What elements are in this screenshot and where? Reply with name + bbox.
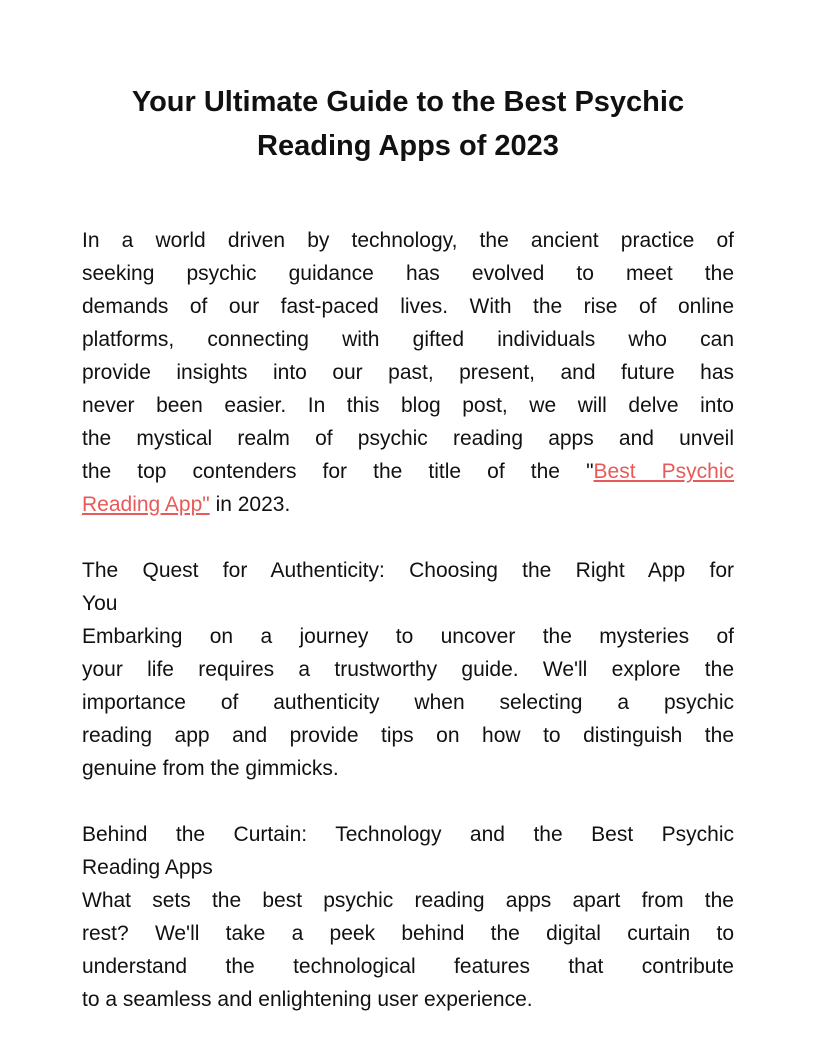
text-line: to a seamless and enlightening user experience.	[82, 988, 533, 1011]
text-line: rest? We'll take a peek behind the digital curtain to	[82, 922, 734, 945]
text-line	[82, 455, 734, 488]
text-segment: in 2023.	[209, 493, 291, 516]
intro-paragraph	[82, 224, 734, 521]
section-heading-line: Reading Apps	[82, 856, 213, 879]
page-title	[60, 80, 756, 168]
section-heading-line: The Quest for Authenticity: Choosing the Right App for	[82, 559, 734, 582]
text-line: In a world driven by technology, the ancient practice of	[82, 229, 734, 252]
section-technology	[82, 818, 734, 1016]
text-line: platforms, connecting with gifted individuals who can	[82, 328, 734, 351]
text-segment: the top contenders for the title of the "	[82, 460, 594, 483]
title-line: Reading Apps of 2023	[257, 130, 559, 162]
best-psychic-app-link[interactable]: Reading App"	[82, 493, 210, 516]
text-line: your life requires a trustworthy guide. We'll explore the	[82, 658, 734, 681]
section-heading-line: Behind the Curtain: Technology and the Best Psychic	[82, 823, 734, 846]
text-line	[82, 488, 734, 521]
text-line: provide insights into our past, present, and future has	[82, 361, 734, 384]
best-psychic-app-link[interactable]: Best Psychic	[593, 460, 734, 483]
text-line: What sets the best psychic reading apps apart from the	[82, 889, 734, 912]
text-line: understand the technological features that contribute	[82, 955, 734, 978]
section-heading-line: You	[82, 592, 118, 615]
text-line: never been easier. In this blog post, we will delve into	[82, 394, 734, 417]
text-line: Embarking on a journey to uncover the mysteries of	[82, 625, 734, 648]
text-line: importance of authenticity when selecting a psychic	[82, 691, 734, 714]
text-line: seeking psychic guidance has evolved to meet the	[82, 262, 734, 285]
document-body	[82, 224, 734, 1016]
title-line: Your Ultimate Guide to the Best Psychic	[131, 86, 685, 118]
text-line: demands of our fast-paced lives. With the rise of online	[82, 295, 734, 318]
text-line: genuine from the gimmicks.	[82, 757, 339, 780]
text-line: reading app and provide tips on how to distinguish the	[82, 724, 734, 747]
text-line: the mystical realm of psychic reading apps and unveil	[82, 427, 734, 450]
section-authenticity	[82, 554, 734, 785]
